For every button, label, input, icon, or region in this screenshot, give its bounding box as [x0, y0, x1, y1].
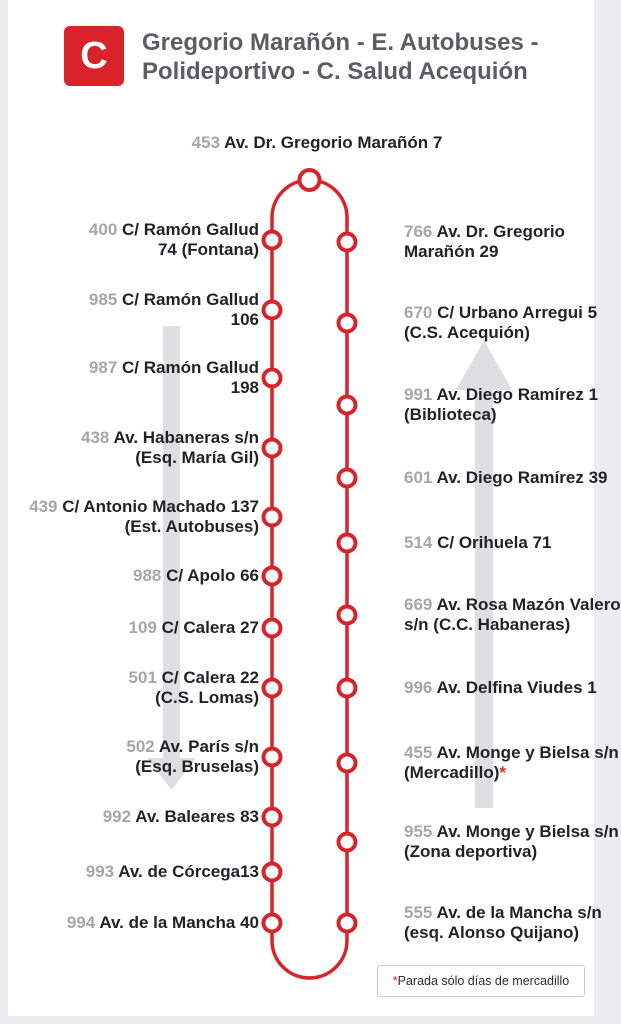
stop-code: 992	[102, 807, 132, 826]
stop-detail: (C.S. Lomas)	[155, 688, 259, 707]
stop-name: Av. Diego Ramírez 39	[436, 468, 608, 487]
stop-top[interactable]	[16, 133, 618, 153]
stop-name: Av. París s/n	[158, 737, 259, 756]
stop-name: C/ Ramón Gallud	[122, 358, 259, 377]
stop-dot-return[interactable]	[339, 834, 356, 851]
stop-outbound[interactable]	[129, 668, 259, 708]
stop-return[interactable]	[404, 222, 565, 262]
stop-dot-top[interactable]	[300, 170, 320, 190]
stop-outbound[interactable]	[29, 497, 259, 537]
route-loop	[272, 180, 347, 978]
stop-line1	[404, 743, 619, 763]
stop-dot-return[interactable]	[339, 397, 356, 414]
stop-detail: (Zona deportiva)	[404, 842, 538, 861]
stop-line1	[67, 913, 259, 933]
stop-detail: 74 (Fontana)	[157, 240, 259, 259]
stop-line1	[129, 668, 259, 688]
stop-code: 502	[126, 737, 155, 756]
stop-dot-outbound[interactable]	[264, 509, 281, 526]
stop-line2	[89, 378, 259, 398]
stop-name: C/ Ramón Gallud	[122, 290, 259, 309]
stop-code: 994	[66, 913, 96, 932]
stop-dot-outbound[interactable]	[264, 440, 281, 457]
stop-detail: 198	[230, 378, 259, 397]
stop-outbound[interactable]	[126, 737, 259, 777]
stop-line2	[404, 405, 598, 425]
route-title-line2: Polideportivo - C. Salud Acequión	[142, 58, 528, 85]
stop-dot-outbound[interactable]	[264, 749, 281, 766]
stop-dot-return[interactable]	[339, 915, 356, 932]
stop-code: 555	[404, 903, 433, 922]
stop-name: Av. Habaneras s/n	[113, 428, 259, 447]
stop-line1	[404, 385, 598, 405]
stop-name: Av. de Córcega13	[118, 862, 259, 881]
stop-code: 670	[404, 303, 433, 322]
stop-line2	[89, 310, 259, 330]
stop-code: 438	[81, 428, 110, 447]
stop-line2	[404, 615, 621, 635]
stop-code: 439	[29, 497, 58, 516]
stop-dot-return[interactable]	[339, 680, 356, 697]
stop-detail: (Est. Autobuses)	[124, 517, 259, 536]
stop-dot-outbound[interactable]	[264, 864, 281, 881]
stop-code: 109	[128, 618, 157, 637]
stop-line1	[89, 290, 259, 310]
stop-line2	[89, 240, 259, 260]
route-title-line1: Gregorio Marañón - E. Autobuses -	[142, 29, 539, 56]
stop-code: 766	[404, 222, 433, 241]
stop-name: Av. Baleares 83	[135, 807, 259, 826]
stop-dot-outbound[interactable]	[264, 620, 281, 637]
stop-dot-return[interactable]	[339, 535, 356, 552]
stop-code: 455	[404, 743, 433, 762]
market-asterisk: *	[499, 763, 507, 782]
stop-code: 985	[88, 290, 118, 309]
stop-dot-outbound[interactable]	[264, 680, 281, 697]
stop-return[interactable]	[404, 303, 597, 343]
stop-name: Av. Monge y Bielsa s/n	[436, 743, 619, 762]
stop-code: 601	[404, 468, 433, 487]
stop-line2	[29, 517, 259, 537]
stop-outbound[interactable]	[86, 862, 259, 882]
stop-detail: s/n (C.C. Habaneras)	[404, 615, 571, 634]
stop-detail: 106	[230, 310, 259, 329]
stop-name: Av. Monge y Bielsa s/n	[436, 822, 619, 841]
stop-line1	[103, 807, 259, 827]
stop-detail: (Esq. María Gil)	[135, 448, 259, 467]
stop-return[interactable]	[404, 595, 621, 635]
stop-name: Av. de la Mancha 40	[99, 913, 259, 932]
stop-dot-outbound[interactable]	[264, 809, 281, 826]
stop-line1	[86, 862, 259, 882]
stop-line1	[404, 678, 597, 698]
stop-code: 453	[191, 133, 221, 152]
stop-dot-outbound[interactable]	[264, 232, 281, 249]
stop-return[interactable]	[404, 822, 619, 862]
stop-code: 955	[404, 822, 433, 841]
stop-detail: Marañón 29	[404, 242, 499, 261]
stop-return[interactable]	[404, 743, 619, 783]
stop-name: C/ Calera 27	[161, 618, 259, 637]
stop-line2	[129, 688, 259, 708]
stop-name: C/ Urbano Arregui 5	[437, 303, 598, 322]
stop-line1	[404, 822, 619, 842]
stop-code: 501	[128, 668, 157, 687]
stop-name: C/ Ramón Gallud	[122, 220, 259, 239]
stop-dot-return[interactable]	[339, 234, 356, 251]
stop-line1	[81, 428, 259, 448]
stop-outbound[interactable]	[67, 913, 259, 933]
stop-code: 987	[88, 358, 118, 377]
stop-return[interactable]	[404, 533, 551, 553]
stop-line2	[404, 323, 597, 343]
stop-name: Av. Dr. Gregorio	[436, 222, 565, 241]
stop-detail: (Mercadillo)	[404, 763, 500, 782]
stop-line1	[29, 497, 259, 517]
stop-code: 514	[404, 533, 433, 552]
stop-dot-outbound[interactable]	[264, 568, 281, 585]
stop-detail: (Biblioteca)	[404, 405, 497, 424]
stop-name: C/ Orihuela 71	[437, 533, 552, 552]
stop-dot-return[interactable]	[339, 755, 356, 772]
stop-line1	[404, 903, 602, 923]
stop-outbound[interactable]	[133, 566, 259, 586]
stop-line1	[404, 468, 607, 488]
stop-line1	[129, 618, 259, 638]
stop-line2	[81, 448, 259, 468]
stop-dot-return[interactable]	[339, 470, 356, 487]
stop-line1	[133, 566, 259, 586]
stop-detail: (C.S. Acequión)	[404, 323, 530, 342]
stop-dot-outbound[interactable]	[264, 302, 281, 319]
note-asterisk: *	[392, 974, 398, 988]
stop-line2	[126, 757, 259, 777]
stop-code: 988	[133, 566, 162, 585]
stop-code: 991	[404, 385, 433, 404]
stop-outbound[interactable]	[103, 807, 259, 827]
stop-line1	[404, 533, 551, 553]
stop-name: Av. Delfina Viudes 1	[436, 678, 597, 697]
stop-name: Av. de la Mancha s/n	[436, 903, 602, 922]
line-badge: C	[64, 26, 124, 86]
note-text: Parada sólo días de mercadillo	[397, 974, 570, 988]
stop-line2	[404, 242, 565, 262]
market-note	[377, 965, 585, 997]
stop-line1	[89, 358, 259, 378]
stop-dot-return[interactable]	[339, 315, 356, 332]
stop-detail: (Esq. Bruselas)	[135, 757, 259, 776]
stop-name: C/ Apolo 66	[166, 566, 259, 585]
stop-dot-outbound[interactable]	[264, 915, 281, 932]
stop-return[interactable]	[404, 468, 607, 488]
stop-line1	[89, 220, 259, 240]
stop-line1	[404, 595, 621, 615]
stop-outbound[interactable]	[89, 220, 259, 260]
stop-name: C/ Antonio Machado 137	[62, 497, 259, 516]
stop-code: 996	[404, 678, 433, 697]
stop-line2	[404, 923, 602, 943]
stop-line2	[404, 842, 619, 862]
stop-name: Av. Dr. Gregorio Marañón 7	[224, 133, 443, 152]
stop-code: 993	[85, 862, 115, 881]
stop-name: Av. Rosa Mazón Valero	[436, 595, 621, 614]
stop-return[interactable]	[404, 385, 598, 425]
stop-outbound[interactable]	[89, 290, 259, 330]
stop-line1	[126, 737, 259, 757]
stop-return[interactable]	[404, 678, 597, 698]
stop-dot-return[interactable]	[339, 607, 356, 624]
stop-line1	[404, 222, 565, 242]
stop-name: C/ Calera 22	[161, 668, 259, 687]
stop-outbound[interactable]	[129, 618, 259, 638]
stop-dot-outbound[interactable]	[264, 370, 281, 387]
stop-code: 400	[88, 220, 118, 239]
stop-line2	[404, 763, 619, 783]
stop-detail: (esq. Alonso Quijano)	[404, 923, 580, 942]
stop-outbound[interactable]	[89, 358, 259, 398]
stop-code: 669	[404, 595, 433, 614]
stop-outbound[interactable]	[81, 428, 259, 468]
stop-line1	[404, 303, 597, 323]
stop-return[interactable]	[404, 903, 602, 943]
stop-name: Av. Diego Ramírez 1	[436, 385, 599, 404]
